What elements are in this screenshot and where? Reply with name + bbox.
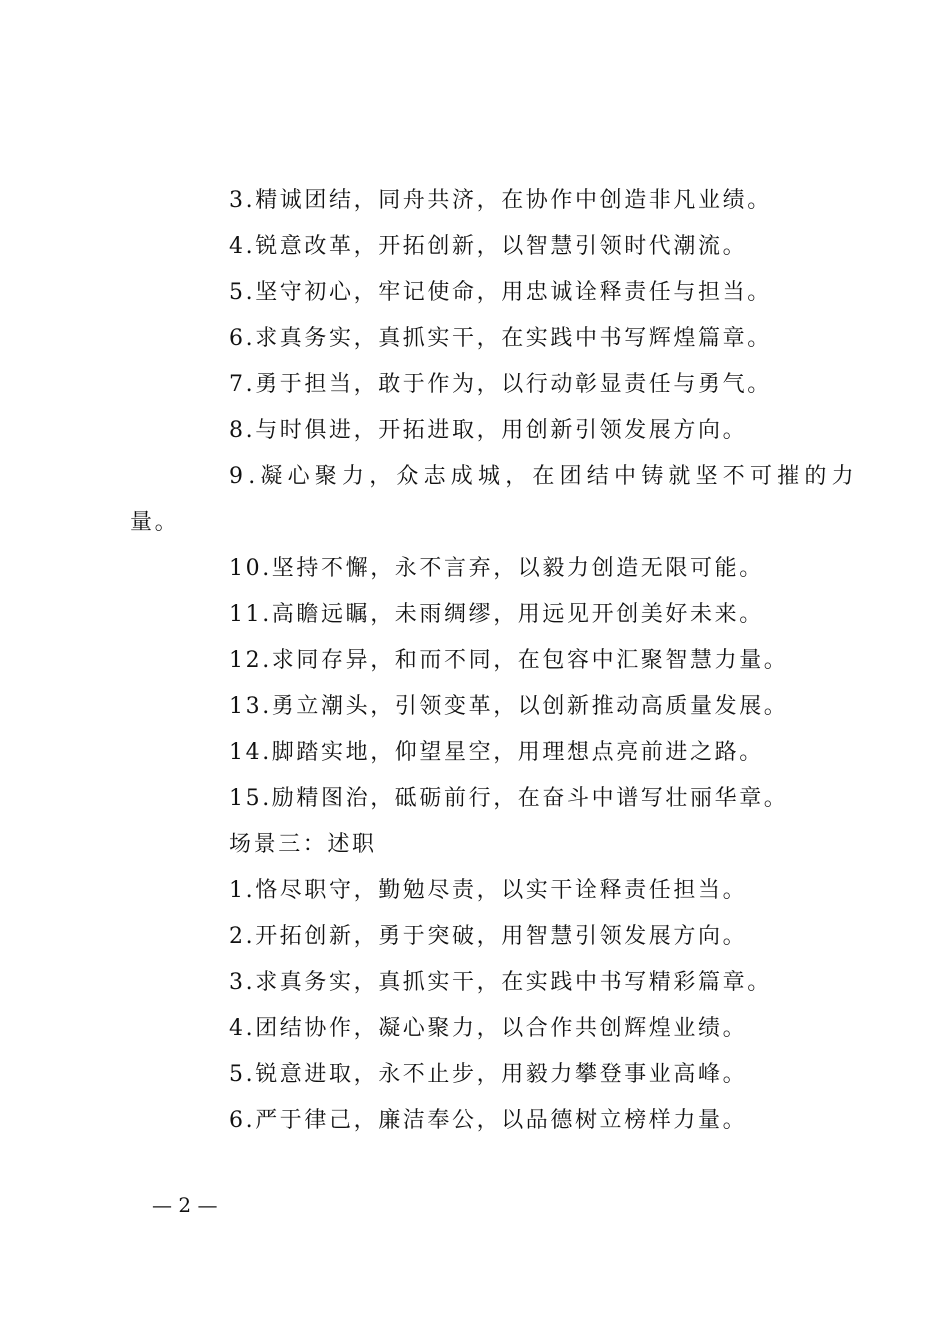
text-line: 6.求真务实，真抓实干，在实践中书写辉煌篇章。: [229, 326, 772, 351]
text-line: 6.严于律己，廉洁奉公，以品德树立榜样力量。: [229, 1108, 748, 1133]
text-line: 4.团结协作，凝心聚力，以合作共创辉煌业绩。: [229, 1016, 748, 1041]
text-line: 13.勇立潮头，引领变革，以创新推动高质量发展。: [229, 694, 789, 719]
text-line: 2.开拓创新，勇于突破，用智慧引领发展方向。: [229, 924, 748, 949]
text-line: 14.脚踏实地，仰望星空，用理想点亮前进之路。: [229, 740, 764, 765]
text-line: 3.求真务实，真抓实干，在实践中书写精彩篇章。: [229, 970, 772, 995]
text-line: 1.恪尽职守，勤勉尽责，以实干诠释责任担当。: [229, 878, 748, 903]
text-line-continuation: 量。: [130, 510, 180, 535]
text-line: 10.坚持不懈，永不言弃，以毅力创造无限可能。: [229, 556, 764, 581]
text-line: 7.勇于担当，敢于作为，以行动彰显责任与勇气。: [229, 372, 772, 397]
page-number: — 2 —: [152, 1193, 218, 1217]
text-line: 5.坚守初心，牢记使命，用忠诚诠释责任与担当。: [229, 280, 772, 305]
text-line: 5.锐意进取，永不止步，用毅力攀登事业高峰。: [229, 1062, 748, 1087]
section-heading: 场景三：述职: [229, 832, 377, 857]
text-line: 4.锐意改革，开拓创新，以智慧引领时代潮流。: [229, 234, 748, 259]
text-line: 11.高瞻远瞩，未雨绸缪，用远见开创美好未来。: [229, 602, 764, 627]
text-line: 9.凝心聚力，众志成城，在团结中铸就坚不可摧的力: [229, 464, 859, 489]
text-line: 12.求同存异，和而不同，在包容中汇聚智慧力量。: [229, 648, 789, 673]
text-line: 8.与时俱进，开拓进取，用创新引领发展方向。: [229, 418, 748, 443]
text-line: 3.精诚团结，同舟共济，在协作中创造非凡业绩。: [229, 188, 772, 213]
text-line: 15.励精图治，砥砺前行，在奋斗中谱写壮丽华章。: [229, 786, 789, 811]
